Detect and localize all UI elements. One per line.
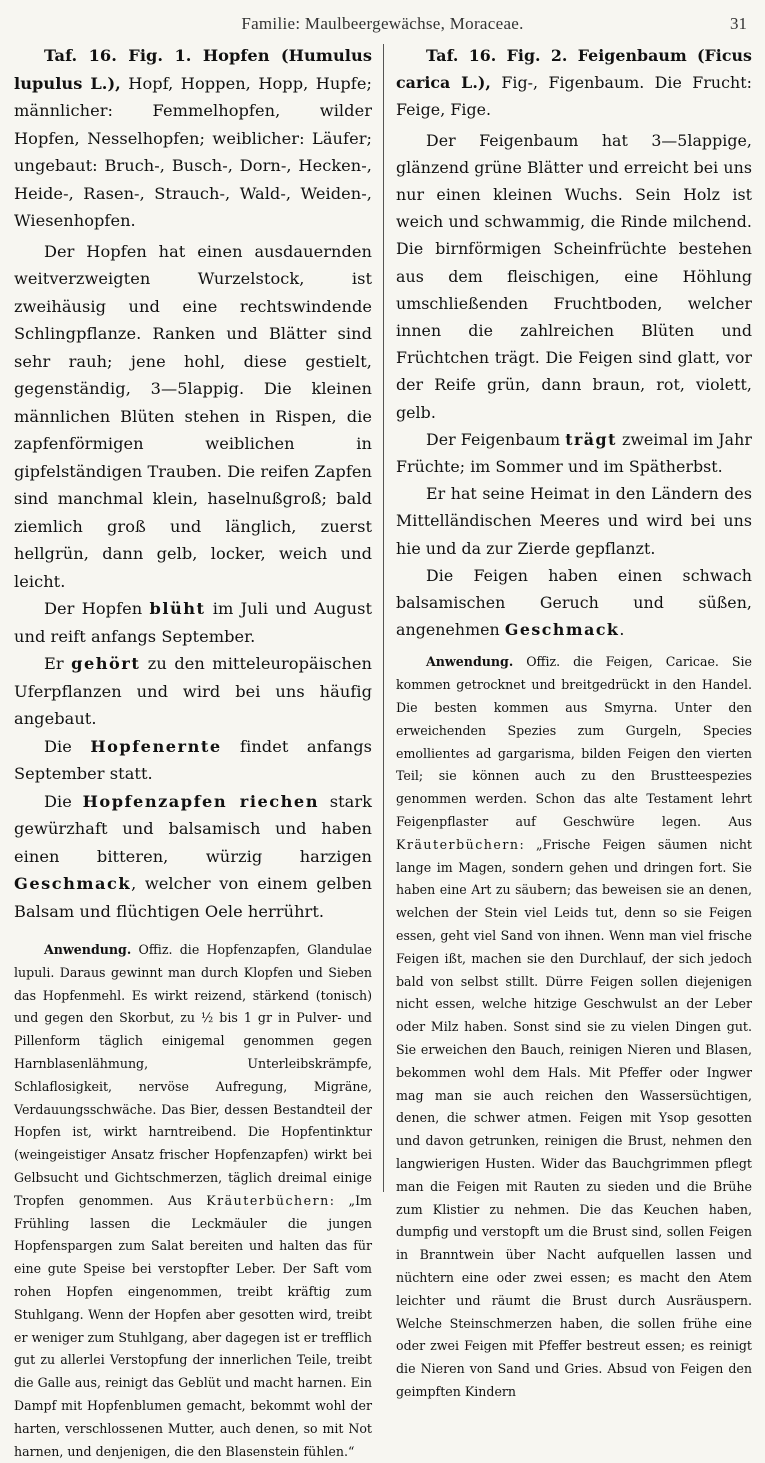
fig-usage [396,651,752,1403]
fig-smell-text-a: Die Feigen haben einen schwach balsamischen Geruch und süßen, angenehmen [396,565,752,640]
fig-usage-source: Kräuterbüchern [396,836,520,852]
fig-fruiting-text-b: zweimal im Jahr Früchte; im Sommer und im Spätherbst. [396,429,752,477]
hops-flowering-keyword: blüht [149,599,206,618]
hops-description: Der Hopfen hat einen ausdauernden weitverzweigten Wurzelstock, ist zweihäusig und eine rechtswindende Schlingpflanze. Ranken und Blätter sind sehr rauh; jene hohl, diese gestielt, gegenständig, 3—5lappig. Die kleinen männlichen Blüten stehen in Rispen, die zapfenförmigen weiblichen in gipfelständigen Trauben. Die reifen Zapfen sind manchmal klein, haselnußgroß; bald ziemlich groß und länglich, zuerst hellgrün, dann gelb, locker, weich und leicht. [14,241,372,591]
hops-habitat-text-a: Er [44,654,72,673]
hops-flowering-text-a: Der Hopfen [44,599,150,618]
fig-usage-label: Anwendung. [426,654,514,670]
hops-usage-text: Offiz. die Hopfenzapfen, Glandulae lupuli. Daraus gewinnt man durch Klopfen und Sieben das Hopfenmehl. Es wirkt reizend, stärkend (tonisch) und gegen den Skorbut, zu ½ bis 1 gr in Pulver- und Pillenform täglich einigemal genommen gegen Harnblasenlähmung, Unterleibskrämpfe, Schlaflosigkeit, nervöse Aufregung, Migräne, Verdauungsschwäche. Das Bier, dessen Bestandteil der Hopfen ist, wirkt harntreibend. Die Hopfentinktur (weingeistiger Ansatz frischer Hopfenzapfen) wirkt bei Gelbsucht und Gichtschmerzen, täglich dreimal einige Tropfen genommen. Aus [14,942,372,1208]
hops-taste-keyword: Geschmack [14,874,132,893]
left-column [14,42,373,1459]
hops-smell-text-b: stark gewürzhaft und balsamisch und haben einen bitteren, würzig harzigen [14,791,372,866]
hops-heading: Taf. 16. Fig. 1. Hopfen (Humulus lupulus L.), [14,46,372,93]
right-column [396,42,752,1399]
hops-habitat-text-b: zu den mitteleuropäischen Uferpflanzen und wird bei uns häufig angebaut. [14,654,372,728]
hops-flowering-text-b: im Juli und August und reift anfangs September. [14,599,373,646]
fig-taste-keyword: Geschmack [504,620,620,640]
fig-fruiting [396,426,752,480]
hops-harvest-text-b: findet anfangs September statt. [14,736,372,783]
hops-harvest-keyword: Hopfenernte [90,736,222,756]
hops-smell-text-a: Die [44,791,83,811]
fig-usage-text: Offiz. die Feigen, Caricae. Sie kommen getrocknet und breitgedrückt in den Handel. Die besten kommen aus Smyrna. Unter den erweichenden Spezies zum Gurgeln, Species emollientes ad gargarisma, bilden Feigen den vierten Teil; sie können auch zu den Brustteespezies genommen werden. Schon das alte Testament lehrt Feigenpflaster auf Geschwüre legen. Aus [396,654,752,830]
fig-intro [396,42,752,124]
hops-harvest [14,733,372,788]
hops-usage [14,939,372,1463]
fig-fruiting-keyword: trägt [565,429,617,449]
fig-smell-taste [396,562,752,644]
page-number: 31 [730,14,747,33]
fig-smell-text-b: . [619,620,625,640]
hops-habitat [14,650,372,733]
column-divider [383,44,384,1192]
hops-smell-taste [14,788,372,926]
running-title: Familie: Maulbeergewächse, Moraceae. [241,14,524,33]
hops-smell-text-c: , welcher von einem gelben Balsam und flüchtigen Oele herrührt. [14,874,372,921]
fig-habitat: Er hat seine Heimat in den Ländern des Mittelländischen Meeres und wird bei uns hie und da zur Zierde gepflanzt. [396,484,752,558]
hops-habitat-keyword: gehört [71,654,141,673]
fig-common-names: Fig-, Figenbaum. Die Frucht: Feige, Fige. [396,73,752,120]
hops-flowering [14,595,372,650]
hops-usage-label: Anwendung. [44,942,132,957]
fig-description: Der Feigenbaum hat 3—5lappige, glänzend grüne Blätter und erreicht bei uns nur einen kleinen Wuchs. Sein Holz ist weich und schwammig, die Rinde milchend. Die birnförmigen Scheinfrüchte bestehen aus dem fleischigen, eine Höhlung umschließenden Fruchtboden, welcher innen die zahlreichen Blüten und Früchtchen trägt. Die Feigen sind glatt, vor der Reife grün, dann braun, rot, violett, gelb. [396,130,752,422]
hops-usage-source: Kräuterbüchern [206,1192,330,1208]
hops-common-names: Hopf, Hoppen, Hopp, Hupfe; männlicher: Femmelhopfen, wilder Hopfen, Nesselhopfen; weiblicher: Läufer; ungebaut: Bruch-, Busch-, Dorn-, Hecken-, Heide-, Rasen-, Strauch-, Wald-, Weiden-, Wiesenhopfen. [14,73,372,230]
fig-heading: Taf. 16. Fig. 2. Feigenbaum (Ficus carica L.), [396,46,752,93]
hops-smell-keyword: Hopfenzapfen riechen [82,791,319,811]
fig-usage-quote: : „Frische Feigen säumen nicht lange im Magen, sondern gehen und dringen fort. Sie haben eine Art zu säubern; das beweisen sie an denen, welchen der Stein viel Leids tut, denn so sie Feigen essen, geht viel Sand von ihnen. Wenn man viel frische Feigen ißt, machen sie den Durchlauf, der sich jedoch bald von selbst stillt. Dürre Feigen sollen diejenigen nicht essen, welche hitzige Geschwulst an der Leber oder Milz haben. Sonst sind sie zu vielen Dingen gut. Sie erweichen den Bauch, reinigen Nieren und Blasen, bekommen wohl dem Hals. Mit Pfeffer oder Ingwer mag man sie auch reichen den Wassersüchtigen, denen, die schwer atmen. Feigen mit Ysop gesotten und davon getrunken, reinigen die Brust, nehmen den langwierigen Husten. Wider das Bauchgrimmen pflegt man die Feigen mit Rauten zu sieden und die Brühe zum Klistier zu nehmen. Die das Keuchen haben, dumpfig und verstopft um die Brust sind, sollen Feigen in Branntwein über Nacht aufquellen lassen und nüchtern eine oder zwei essen; es macht den Atem leichter und räumt die Brust durch Ausräuspern. Welche Steinschmerzen haben, die sollen frühe eine oder zwei Feigen mit Pfeffer bestreut essen; es reinigt die Nieren von Sand und Gries. Absud von Feigen den geimpften Kindern [396,836,752,1399]
fig-fruiting-text-a: Der Feigenbaum [426,429,566,449]
hops-intro [14,42,372,235]
hops-harvest-text-a: Die [44,736,91,756]
running-header [0,14,765,38]
hops-usage-quote: : „Im Frühling lassen die Leckmäuler die jungen Hopfenspargen zum Salat bereiten und halten das für eine gute Speise bei verstopfter Leber. Der Saft vom rohen Hopfen eingenommen, treibt kräftig zum Stuhlgang. Wenn der Hopfen aber gesotten wird, treibt er weniger zum Stuhlgang, aber dagegen ist er trefflich gut zu allerlei Verstopfung der innerlichen Teile, treibt die Galle aus, reinigt das Geblüt und macht harnen. Ein Dampf mit Hopfenblumen gemacht, bekommt wohl der harten, verschlossenen Mutter, auch denen, so mit Not harnen, und denjenigen, die den Blasenstein fühlen.“ [14,1192,372,1459]
